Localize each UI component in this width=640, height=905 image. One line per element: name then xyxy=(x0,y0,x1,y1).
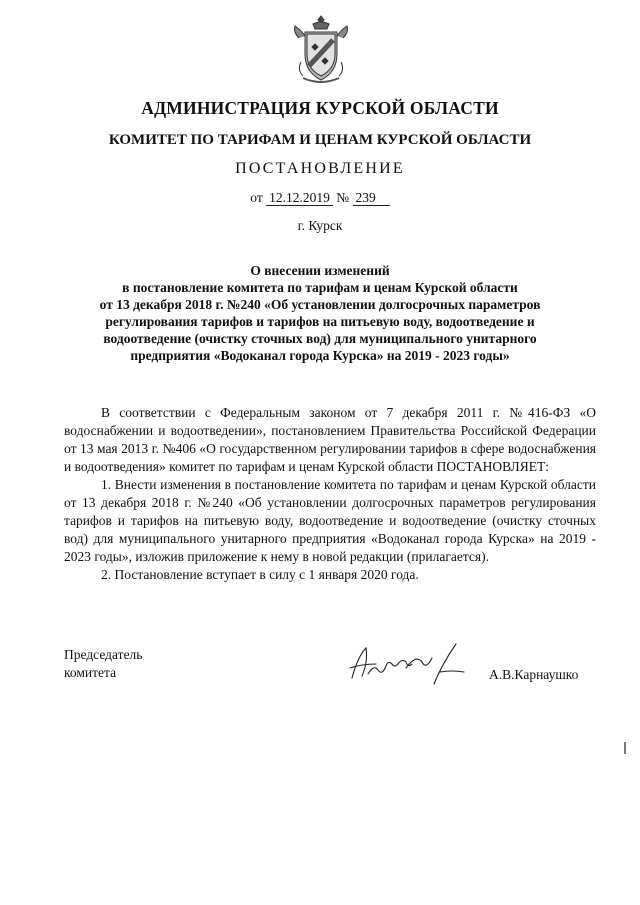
coat-of-arms-icon xyxy=(291,14,351,86)
date-prefix: от xyxy=(250,190,263,205)
signatory-name: А.В.Карнаушко xyxy=(489,667,579,682)
document-body xyxy=(64,404,596,584)
preamble-paragraph: В соответствии с Федеральным законом от 7 декабря 2011 г. №416-ФЗ «О водоснабжении и водоотведении», постановлением Правительства Российской Федерации от 13 мая 2013 г. №406 «О государственном регулировании тарифов в сфере водоснабжения и водоотведения» комитет по тарифам и ценам Курской области ПОСТАНОВЛЯЕТ: xyxy=(64,405,596,474)
committee-title: КОМИТЕТ ПО ТАРИФАМ И ЦЕНАМ КУРСКОЙ ОБЛАСТИ xyxy=(108,132,532,148)
title-line: водоотведение (очистку сточных вод) для муниципального унитарного xyxy=(103,331,537,346)
date-number-line xyxy=(0,190,640,206)
document-date: 12.12.2019 xyxy=(266,190,333,206)
document-type: ПОСТАНОВЛЕНИЕ xyxy=(235,160,405,177)
title-line: от 13 декабря 2018 г. №240 «Об установлении долгосрочных параметров xyxy=(99,297,541,312)
document-number: 239 xyxy=(353,190,390,206)
position-line: комитета xyxy=(64,665,117,680)
scan-mark xyxy=(624,742,626,754)
item-2-paragraph: 2. Постановление вступает в силу с 1 января 2020 года. xyxy=(101,567,419,582)
handwritten-signature xyxy=(346,638,476,690)
document-title xyxy=(80,262,560,364)
title-line: предприятия «Водоканал города Курска» на 2019 - 2023 годы» xyxy=(130,348,510,363)
administration-title: АДМИНИСТРАЦИЯ КУРСКОЙ ОБЛАСТИ xyxy=(141,98,499,118)
position-line: Председатель xyxy=(64,647,143,662)
title-line: регулирования тарифов и тарифов на питьевую воду, водоотведение и xyxy=(105,314,535,329)
title-line: в постановление комитета по тарифам и ценам Курской области xyxy=(122,280,518,295)
number-prefix: № xyxy=(336,190,350,205)
city: г. Курск xyxy=(297,218,343,233)
title-line: О внесении изменений xyxy=(250,263,390,278)
item-1-paragraph: 1. Внести изменения в постановление комитета по тарифам и ценам Курской области от 13 декабря 2018 г. №240 «Об установлении долгосрочных параметров регулирования тарифов и тарифов на питьевую воду, водоотведение и водоотведение (очистку сточных вод) для муниципального унитарного предприятия «Водоканал города Курска» на 2019 - 2023 годы», изложив приложение к нему в новой редакции (прилагается). xyxy=(64,477,596,564)
signatory-position xyxy=(64,646,142,682)
